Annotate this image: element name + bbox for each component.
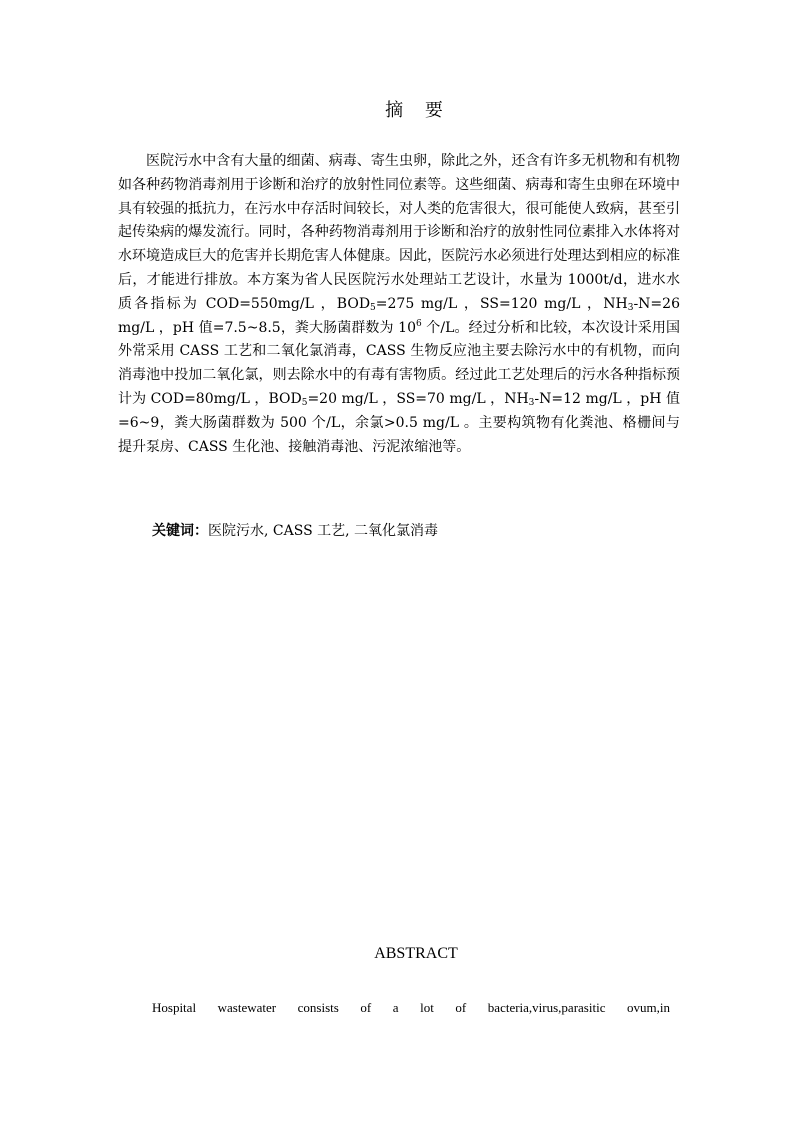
english-abstract-title: ABSTRACT: [374, 945, 458, 962]
english-abstract-body: Hospital wastewater consists of a lot of bacteria,virus,parasitic ovum,in: [152, 1000, 670, 1015]
keywords-value: 医院污水, CASS 工艺, 二氧化氯消毒: [208, 523, 439, 539]
chinese-abstract-title: 摘 要: [385, 100, 451, 121]
chinese-abstract-paragraph: [118, 150, 680, 459]
keywords-label: 关键词：: [152, 523, 208, 539]
text-segment: =275 mg/L ，SS=120 mg/L ，NH: [375, 295, 628, 312]
subscript: 5: [370, 302, 376, 313]
subscript: 5: [301, 397, 308, 408]
subscript: 3: [528, 397, 535, 408]
text-segment: 医院污水中含有大量的细菌、病毒、寄生虫卵，除此之外，还含有许多无机物和有机物如各种药物消毒剂用于诊断和治疗的放射性同位素等。这些细菌、病毒和寄生虫卵在环境中具有较强的抵抗力，在污水中存活时间较长，对人类的危害很大，很可能使人致病，甚至引起传染病的爆发流行。同时，各种药物消毒剂用于诊断和治疗的放射性同位素排入水体将对水环境造成巨大的危害并长期危害人体健康。因此，医院污水必须进行处理达到相应的标准后，才能进行排放。本方案为省人民医院污水处理站工艺设计，水量为 1000t/d，进水水质各指标为 COD=550mg/L ，BOD: [118, 153, 680, 312]
superscript: 6: [416, 318, 422, 329]
text-segment: =20 mg/L ，SS=70 mg/L ，NH: [307, 390, 529, 407]
text-segment: 个/L。经过分析和比较，本次设计采用国外常采用 CASS 工艺和二氧化氯消毒，CASS 生物反应池主要去除污水中的有机物，而向消毒池中投加二氧化氯，则去除水中的有毒有害物质。经过此工艺处理后的污水各种指标预计为 COD=80mg/L ，BOD: [118, 319, 681, 407]
keywords-line: [152, 520, 672, 542]
subscript: 3: [627, 302, 634, 313]
text-segment: -N=12 mg/L ，pH 值=6~9，粪大肠菌群数为 500 个/L，余氯>0.5 mg/L 。主要构筑物有化粪池、格栅间与提升泵房、CASS 生化池、接触消毒池、污泥浓缩池等。: [118, 390, 680, 455]
text-segment: -N=26 mg/L ，pH 值=7.5~8.5，粪大肠菌群数为 10: [118, 295, 680, 336]
chinese-abstract-body: [118, 150, 680, 459]
